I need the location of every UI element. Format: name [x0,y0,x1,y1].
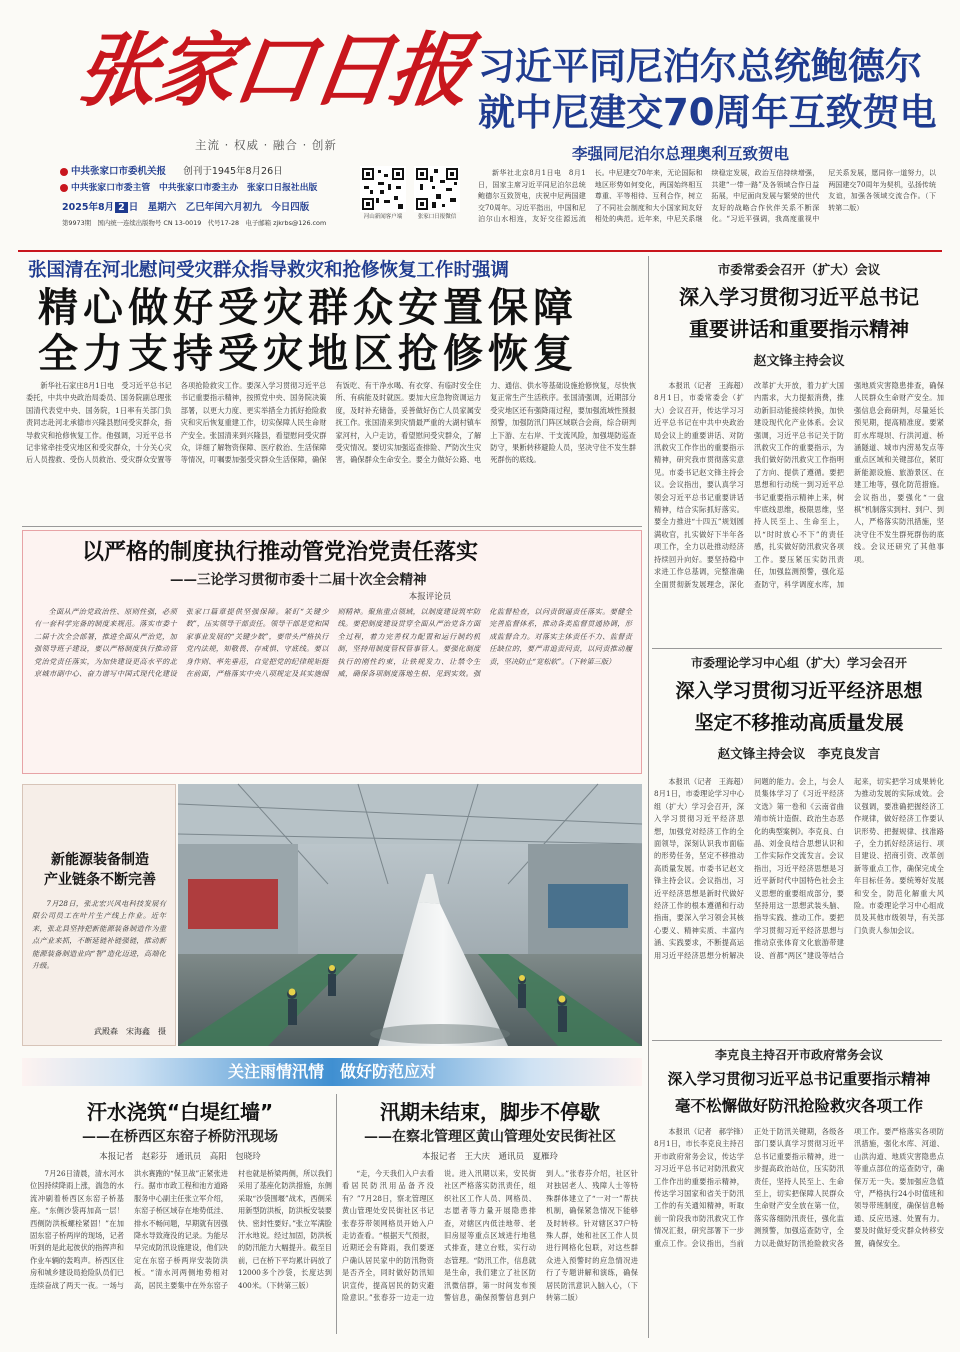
story-a-body: 新华社石家庄8月1日电 受习近平总书记委托，中共中央政治局委员、国务院副总理张国清代表党中央、国务院，1日率有关部门负责同志赴河北承德市兴隆县慰问受灾群众，指导救灾和抢修恢复工作。他强调，习近平总书记非常牵挂受灾地区和受灾群众，十分关心灾后人员搜救、受伤人员救治、受灾群众安置等各项抢险救灾工作。要深入学习贯彻习近平总书记重要指示精神，按照党中央、国务院决策部署，以更大力度、更实举措全力抓好抢险救灾和灾后恢复重建工作，切实保障人民生命财产安全。张国清来到兴隆县，看望慰问受灾群众，详细了解物资保障、医疗救治、生活保障等情况，叮嘱要加强受灾群众生活保障，确保有饭吃、有干净水喝、有衣穿、有临时安全住所、有病能及时就医。要加大应急物资调运力度，及时补充储备，妥善做好伤亡人员家属安抚工作。张国清来到灾情最严重的大湖村镇车家河村，入户走访，看望慰问受灾群众，了解受灾情况。要切实加强巡查排险、严防次生灾害，确保群众生命安全。要全力做好公路、电力、通信、供水等基础设施抢修恢复，尽快恢复正常生产生活秩序。张国清强调，近期部分受灾地区还有强降雨过程，要加强流域性预报预警，加强防汛门阵区域联合会商，综合研判上下游、左右岸、干支流风险，加强堤防巡查防守，果断转移避险人员，坚决守住不发生群死群伤的底线。 [26,381,636,465]
right-b-headline-1: 深入学习贯彻习近平经济思想 [675,680,923,702]
right-b-host: 赵文锋主持会议 李克良发言 [717,746,881,761]
divider [652,1040,942,1041]
story-c-body: 7月26日清晨，清水河水位因持续降雨上涨，湍急的水流冲刷着桥西区东窑子桥基座。“东侧沙袋再加高一层！西侧防洪板螺栓紧固！”在加固东窑子桥两岸的现场，记者听到的是此起彼伏的指挥声和作业车辆的轰鸣声。桥西区住房和城乡建设局抢险队员们已连续奋战了两天一夜。一场与洪水赛跑的“保卫战”正紧张进行。据市市政工程和池方道路服务中心副主任张立军介绍，东窑子桥区域存在地势低洼、排水不畅问题，早期就有因强降水导致淹没的记录。为能尽早完成防汛设施建设，他们决定在东窑子桥两岸安装防洪板。“清水河两侧地势相对高，居民主要集中在外东窑子村也就是桥梁两侧，所以我们采用了基座化防洪措施，东侧采取“沙袋围堰”战术，西侧采用新型防洪板，防洪板安装要快、密封性要好。”张立军满脸汗水地说。经过加固，防洪板的防汛能力大幅提升。截至目前，已在桥下平均累计码放了12000多个沙袋，长度达到400米。（下转第三版） [30,1169,332,1290]
top-story-headline-2: 就中尼建交70周年互致贺电 [478,91,937,134]
right-b-body: 本报讯（记者 王海超）8月1日，市委理论学习中心组（扩大）学习会召开，深入学习贯彻习近平经济思想，加强党对经济工作的全面领导，深刻认识我市面临的形势任务，坚定不移推动高质量发展。市委书记赵文锋主持会议。会议指出，习近平经济思想是新时代做好经济工作的根本遵循和行动指南，要深入学习领会其核心要义、精神实质、丰富内涵、实践要求，不断提高运用习近平经济思想分析解决问题的能力。会上，与会人员集体学习了《习近平经济文选》第一卷和《云南省曲靖市统计造假、政治生态恶化的典型案例》。李克良、白晶、刘金良结合思想认识和工作实际作交流发言。会议指出，习近平经济思想是习近平新时代中国特色社会主义思想的重要组成部分，要坚持用这一思想武装头脑、指导实践、推动工作。要把学习贯彻习近平经济思想与推动京张体育文化旅游带建设、首都“两区”建设等结合起来，切实把学习成果转化为推动发展的实际成效。会议强调，要准确把握经济工作规律，做好经济工作要认识形势、把握规律、找准路子，全力抓好经济运行、项目建设、招商引资、改革创新等重点工作，确保完成全年目标任务。要统筹好发展和安全，防范化解重大风险。市委理论学习中心组成员及其他市级领导，有关部门负责人参加会议。 [654,777,944,960]
qr-caption: 张家口日报微信 [417,214,457,220]
right-a-headline-2: 重要讲话和重要指示精神 [689,317,909,341]
masthead-logo [71,20,475,120]
story-d-subhead: ——在察北管理区黄山管理处安民街社区 [364,1129,616,1145]
right-c-headline-1: 深入学习贯彻习近平总书记重要指示精神 [667,1071,931,1088]
top-story-body: 新华社北京8月1日电 8月1日，国家主席习近平同尼泊尔总统鲍德尔互致贺电，庆祝中尼两国建交70周年。习近平指出，中国和尼泊尔山水相连，友好交往源远流长。中尼建交70年来，无论国际和地区形势如何变化，两国始终相互尊重、平等相待、互利合作，树立了不同社会制度和大小国家间友好相处的典范。近年来，中尼关系继续稳定发展，政治互信持续增强，共建“一带一路”及各领域合作日益拓展，中尼面向发展与繁荣的世代友好的战略合作伙伴关系不断深化。“习近平强调，我高度重视中尼关系发展，愿同你一道努力，以两国建交70周年为契机，弘扬传统友谊，加强各领域交流合作。（下转第二版） [478,169,936,224]
date-line: 2025年8月 2 日 星期六 乙巳年闰六月初九 今日四版 [62,202,310,213]
right-c-kicker: 李克良主持召开市政府常务会议 [714,1048,883,1062]
story-a-kicker: 张国清在河北慰问受灾群众指导救灾和抢修恢复工作时强调 [28,260,510,281]
masthead-slogan: 主流 · 权威 · 融合 · 创新 [195,138,337,152]
story-b-body: 全面从严治党政治性、原则性强，必须有一套科学完备的制度来规范。落实市委十二届十次全会部署，推进全面从严治党，加强领导班子建设，要以严格制度执行推动管党治党责任落实，为加快建设更高水平的北京城市副中心、奋力谱写中国式现代化建设张家口篇章提供坚强保障。紧盯“关键少数”，压实领导干部责任。领导干部是党和国家事业发展的“关键少数”，要带头严格执行党内法规，知敬畏、存戒惧、守底线。要以身作则、率先垂范，自觉把党的纪律规矩挺在前面，严格落实中央八项规定及其实施细则精神。聚焦重点领域，以制度建设筑牢防线。要把制度建设贯穿全面从严治党各方面全过程，着力完善权力配置和运行制约机制，坚持用制度管权管事管人。要强化制度执行的刚性约束，让铁规发力、让禁令生威，确保各项制度落地生根、见到实效。强化监督检查，以问责倒逼责任落实。要健全完善监督体系，推动各类监督贯通协调，形成监督合力。对落实主体责任不力、监督责任缺位的，要严肃追责问责，以问责推动履责，坚决防止“宽松软”。（下转第三版） [34,607,632,679]
right-a-headline-1: 深入学习贯彻习近平总书记 [679,285,919,309]
masthead-divider [18,250,942,252]
issue-line: 第9973期 国内统一连续出版物号 CN 13-0019 代号17-28 电子邮箱 zjkrbs@126.com [62,219,327,227]
sponsor-icon [60,168,68,176]
divider [648,256,649,1338]
top-story-headline-1: 习近平同尼泊尔总统鲍德尔 [478,45,922,88]
story-b-headline: 以严格的制度执行推动管党治党责任落实 [82,540,479,565]
date-day-badge: 2 [115,202,128,213]
qr-icon [414,166,460,212]
story-a-headline-2: 全力支持受灾地区抢修恢复 [38,331,578,377]
topic-banner-text: 关注雨情汛情 做好防范应对 [227,1062,436,1081]
qr-code-wechat [414,166,460,218]
photo-story-body: 7月28日，张北宏兴风电科技发展有限公司员工在叶片生产线上作业。近年来，张北县坚持把新能源装备制造作为重点产业来抓，不断延链补链强链，推动新能源装备制造业向“智”造化迈进，高端化升级。 [32,899,166,971]
divider [652,648,942,649]
right-b-headline-2: 坚定不移推动高质量发展 [694,712,904,734]
qr-icon [360,166,406,212]
factory-photo [178,784,642,1046]
story-d-body: “走，今天我们入户去看看居民防汛用品备齐没有？”7月28日，察北管理区黄山管理处安民街社区书记张春芬带领网格员开始入户走访查看。“根据天气预报，近期还会有降雨，我们要逐户确认居民家中的防汛物资是否齐全，同时做好防汛知识宣传，提高居民的防灾避险意识。”张春芬一边走一边说。进入汛期以来，安民街社区严格落实防汛责任，组织社区工作人员、网格员、志愿者等力量开展隐患排查，对辖区内低洼地带、老旧房屋等重点区域进行地毯式排查，建立台账，实行动态管理。“防汛工作，信息就是生命，我们建立了社区防汛微信群，第一时间发布预警信息，确保预警信息到户到人。”张春芬介绍，社区针对独居老人、残障人士等特殊群体建立了“一对一”帮扶机制，确保紧急情况下能够及时转移。针对辖区37户特殊人群，她和社区工作人员进行网格化包联，对这些群众进入预警时的应急情况进行了专题讲解和演练，确保居民防汛意识入脑入心，（下转第二版） [342,1169,638,1303]
newspaper-title: 张家口日报 [71,23,475,117]
right-a-body: 本报讯（记者 王海超）8月1日，市委常委会（扩大）会议召开，传达学习习近平总书记在中共中央政治局会议上的重要讲话、对防汛救灾工作作出的重要指示精神，研究我市贯彻落实意见。市委书记赵文锋主持会议。会议指出，要认真学习领会习近平总书记重要讲话精神，结合实际抓好落实。要全力推进“十四五”规划圆满收官，扎实做好下半年各项工作，全力以赴推动经济持续回升向好。要坚持稳中求进工作总基调，完整准确全面贯彻新发展理念，深化改革扩大开放，着力扩大国内需求，大力提振消费，推动新旧动能接续转换，加快建设现代化产业体系。会议强调，习近平总书记关于防汛救灾工作的重要指示，为我们做好防汛救灾工作指明了方向、提供了遵循。要把思想和行动统一到习近平总书记重要指示精神上来，树牢底线思维，极限思维，坚持人民至上、生命至上，以“时时放心不下”的责任感，扎实做好防汛救灾各项工作。要压紧压实防汛责任，加强监测预警，强化巡查防守，科学调度水库，加强地质灾害隐患排查，确保人民群众生命财产安全。加强信息会商研判，尽量延长预见期，提高精准度。要紧盯水库堤坝、行洪河道、桥涵隧道、城市内涝易发点等重点区域和关键部位，紧盯新能源设施、旅游景区、在建工地等，强化防范措施。会议指出，要强化“一盘棋”机制落实到村、到户、到人，严格落实防汛措施，坚决守住不发生群死群伤的底线。会议还研究了其他事项。 [654,381,944,589]
sponsor-line-2: 中共张家口市委主管 中共张家口市委主办 张家口日报社出版 [60,180,360,194]
story-d-byline: 本报记者 王大庆 通讯员 夏雁玲 [421,1152,558,1162]
right-c-body: 本报讯（记者 郝学锋）8月1日，市长李克良主持召开市政府常务会议，传达学习习近平总书记对防汛救灾工作作出的重要指示精神，传达学习国家和省关于防汛工作的有关通知精神，听取前一阶段我市防汛救灾工作情况汇报，研究部署下一步重点工作。会议指出，当前正处于防汛关键期，各级各部门要认真学习贯彻习近平总书记重要指示精神，进一步提高政治站位，压实防汛责任，坚持人民至上、生命至上，切实把保障人民群众生命财产安全放在第一位，落实落细防汛责任，强化监测预警，加强巡查防守，全力以赴做好防汛抢险救灾各项工作。要严格落实各项防汛措施，强化水库、河道、山洪沟道、地质灾害隐患点等重点部位的巡查防守，确保万无一失。要加强应急值守，严格执行24小时值班和领导带班制度，确保信息畅通、反应迅速、处置有力。要及时做好受灾群众转移安置，确保安全。 [654,1127,944,1248]
divider [22,526,642,527]
story-b-subhead: ——三论学习贯彻市委十二届十次全会精神 [170,572,427,588]
photo-credit: 武殿森 宋海鑫 摄 [94,1027,166,1036]
story-c-subhead: ——在桥西区东窑子桥防汛现场 [82,1129,278,1145]
right-b-kicker: 市委理论学习中心组（扩大）学习会召开 [690,656,907,670]
right-a-host: 赵文锋主持会议 [753,354,845,369]
photo-story-headline-1: 新能源装备制造 [51,852,149,868]
qr-code-news-app [360,166,406,218]
story-d-headline: 汛期未结束，脚步不停歇 [380,1100,600,1124]
photo-story-headline-2: 产业链条不断完善 [44,872,156,888]
qr-caption: 河山新闻客户端 [363,214,403,220]
right-c-headline-2: 毫不松懈做好防汛抢险救灾各项工作 [674,1097,923,1115]
sponsor-line-1: 中共张家口市委机关报 创刊于1945年8月26日 [60,163,360,177]
right-a-kicker: 市委常委会召开（扩大）会议 [717,262,881,277]
story-b-byline: 本报评论员 [408,592,452,602]
sponsor-icon [60,184,68,192]
top-story-subhead: 李强同尼泊尔总理奥利互致贺电 [572,145,790,163]
topic-banner [22,1058,642,1086]
story-c-byline: 本报记者 赵彩芬 通讯员 高阳 包晓玲 [99,1152,261,1162]
story-a-headline-1: 精心做好受灾群众安置保障 [38,285,578,331]
divider [336,1094,337,1334]
story-c-headline: 汗水浇筑“白堤红墙” [86,1100,274,1124]
